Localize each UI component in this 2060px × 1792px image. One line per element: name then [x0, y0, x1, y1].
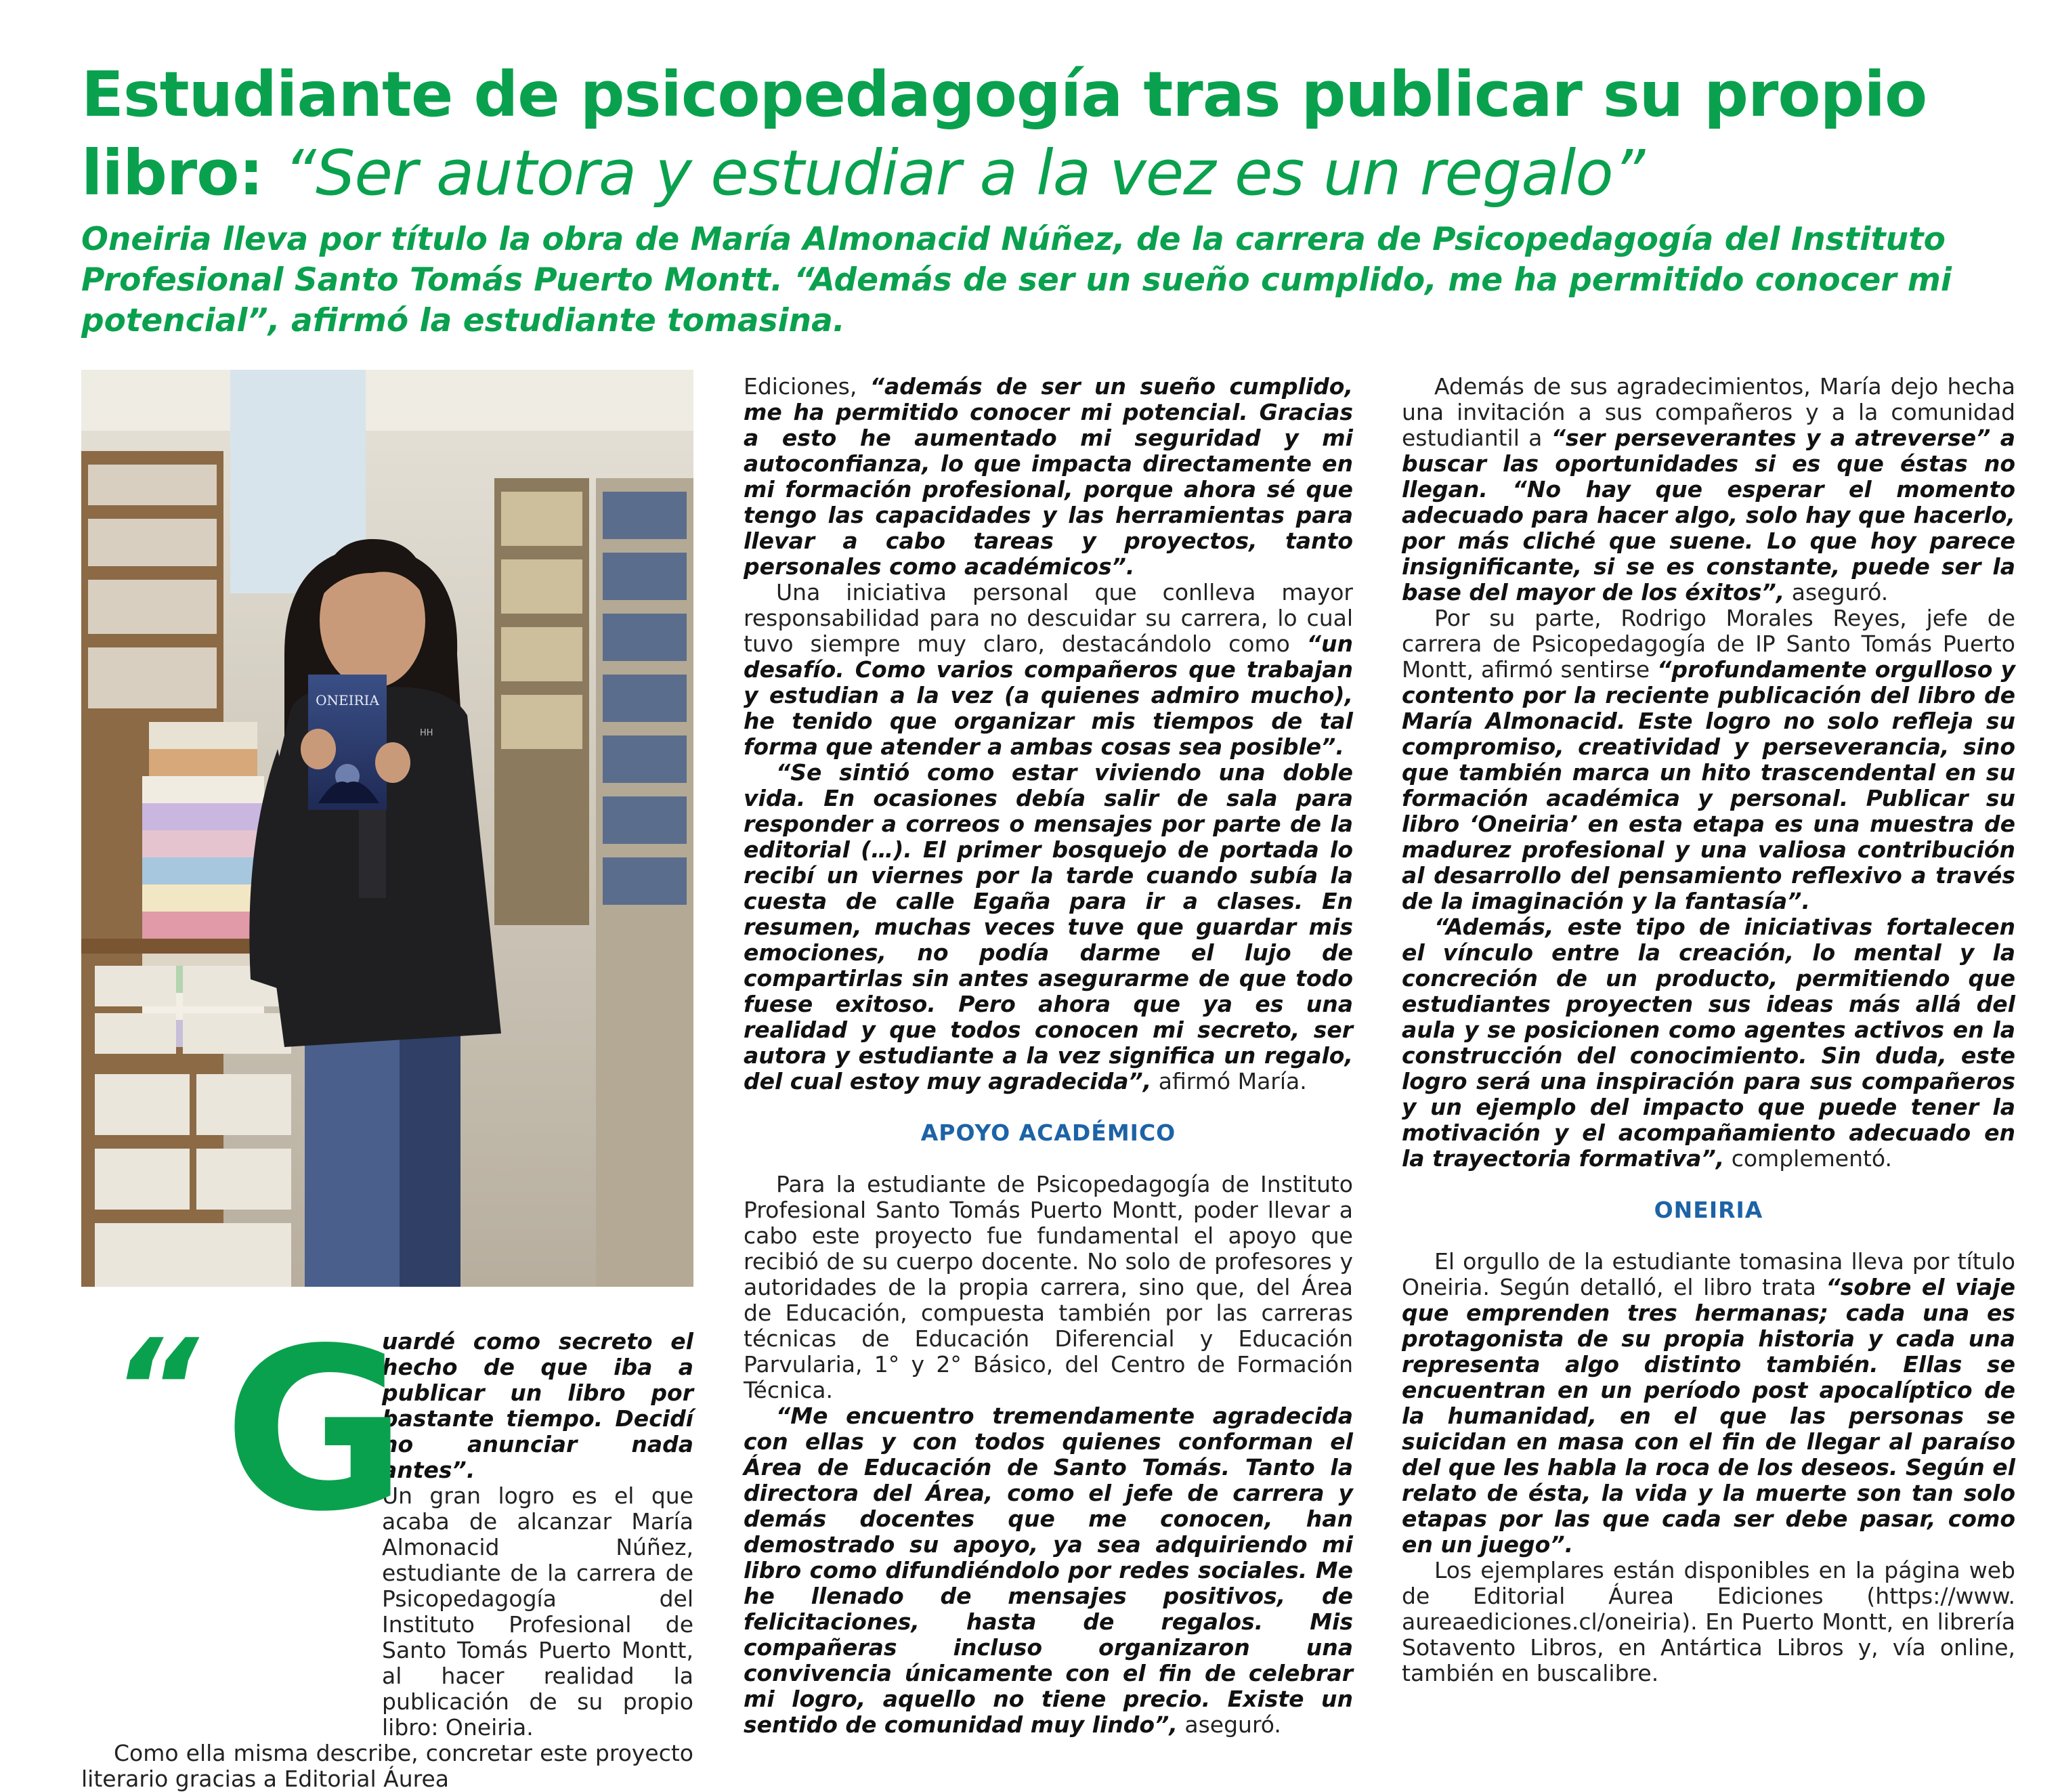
paragraph: Una iniciativa personal que conlleva mayor responsabilidad para no descuidar su carrera, lo cual tuvo siempre muy claro, destacándolo como “un desafío. Como varios compañeros que trabajan y estudian a la vez (a quienes admiro mucho), he tenido que organizar mis tiempos de tal forma que atender a ambas cosas sea posible”. [744, 579, 1353, 760]
intro-paragraph: Un gran logro es el que acaba de alcanzar María Almonacid Núñez, estudiante de la carrera de Psicopedagogía del Instituto Profesional de Santo Tomás Puerto Montt, al hacer realidad la publicación de su propio libro: Oneiria. [382, 1482, 693, 1741]
pull-quote-text: uardé como secreto el hecho de que iba a publicar un libro por bastante tiempo. Decidí no anunciar nada antes”. [382, 1328, 693, 1483]
column-middle [744, 374, 1353, 1738]
column-right [1402, 374, 2015, 1686]
paragraph: Por su parte, Rodrigo Morales Reyes, jefe de carrera de Psicopedagogía de IP Santo Tomás Puerto Montt, afirmó sentirse “profundamente orgulloso y contento por la reciente publicación del libro de María Almonacid. Este logro no solo refleja su compromiso, creatividad y perseverancia, sino que también marca un hito trascendental en su formación académica y personal. Publicar su libro ‘Oneiria’ en esta etapa es una muestra de madurez profesional y una valiosa contribución al desarrollo del pensamiento reflexivo a través de la imaginación y la fantasía”. [1402, 605, 2015, 914]
pull-quote [81, 1300, 693, 1792]
paragraph: El orgullo de la estudiante tomasina lleva por título Oneiria. Según detalló, el libro trata “sobre el viaje que emprenden tres hermanas; cada una es protagonista de su propia historia y cada una representa algo distinto también. Ellas se encuentran en un período post apocalíptico de la humanidad, en el que las personas se suicidan en masa con el fin de llegar al paraíso del que les habla la roca de los deseos. Según el relato de ésta, la vida y la muerte son tan solo etapas por las que cada ser debe pasar, como en un juego”. [1402, 1248, 2015, 1558]
section-heading: ONEIRIA [1654, 1197, 1763, 1223]
section-heading: APOYO ACADÉMICO [920, 1119, 1176, 1146]
paragraph: Los ejemplares están disponibles en la página web de Editorial Áurea Ediciones (https://www. aureaediciones.cl/oneiria). En Puerto Montt, en librería Sotavento Libros, en Antártica Libros y, vía online, también en buscalibre. [1402, 1557, 2015, 1686]
paragraph: “Además, este tipo de iniciativas fortalecen el vínculo entre la creación, lo mental y la concreción de un producto, permitiendo que estudiantes proyecten sus ideas más allá del aula y se posicionen como agentes activos en la construcción del conocimiento. Sin duda, este logro será una inspiración para sus compañeros y un ejemplo del impacto que puede tener la motivación y el acompañamiento adecuado en la trayectoria formativa”, complementó. [1402, 914, 2015, 1172]
subtitle: Oneiria lleva por título la obra de María Almonacid Núñez, de la carrera de Psicopedagogía del Instituto Profesional Santo Tomás Puerto Montt. “Además de ser un sueño cumplido, me ha permitido conocer mi potencial”, afirmó la estudiante tomasina. [81, 221, 1952, 339]
paragraph: “Me encuentro tremendamente agradecida con ellas y con todos quienes conforman el Área de Educación de Santo Tomás. Tanto la directora del Área, como el jefe de carrera y demás docentes que me conocen, han demostrado su apoyo, ya sea adquiriendo mi libro como difundiéndolo por redes sociales. Me he llenado de mensajes positivos, de felicitaciones, hasta de regalos. Mis compañeras incluso organizaron una convivencia únicamente con el fin de celebrar mi logro, aquello no tiene precio. Existe un sentido de comunidad muy lindo”, aseguró. [744, 1403, 1353, 1738]
drop-cap: G [223, 1300, 407, 1560]
headline [81, 56, 2018, 213]
book-title: ONEIRIA [316, 692, 379, 708]
open-quote-mark: “ [111, 1310, 198, 1468]
headline-main: Estudiante de psicopedagogía tras publicar su propio libro: [81, 58, 1927, 209]
paragraph: Ediciones, “además de ser un sueño cumplido, me ha permitido conocer mi potencial. Gracias a esto he aumentado mi seguridad y mi autoconfianza, lo que impacta directamente en mi formación profesional, porque ahora sé que tengo las capacidades y las herramientas para llevar a cabo tareas y proyectos, tanto personales como académicos”. [744, 373, 1354, 580]
paragraph: Además de sus agradecimientos, María dejo hecha una invitación a sus compañeros y a la comunidad estudiantil a “ser perseverantes y a atreverse” a buscar las oportunidades si es que éstas no llegan. “No hay que esperar el momento adecuado para hacer algo, solo hay que hacerlo, por más cliché que suene. Lo que hoy parece insignificante, si se es constante, puede ser la base del mayor de los éxitos”, aseguró. [1402, 373, 2015, 605]
paragraph: Para la estudiante de Psicopedagogía de Instituto Profesional Santo Tomás Puerto Montt, poder llevar a cabo este proyecto fue fundamental el apoyo que recibió de su cuerpo docente. No solo de profesores y autoridades de la propia carrera, sino que, del Área de Educación, compuesta también por las carreras técnicas de Educación Diferencial y Educación Parvularia, 1° y 2° Básico, del Centro de Formación Técnica. [744, 1171, 1353, 1403]
paragraph: “Se sintió como estar viviendo una doble vida. En ocasiones debía salir de sala para responder a correos o mensajes por parte de la editorial (…). El primer bosquejo de portada lo recibí un viernes por la tarde cuando subía la cuesta de calle Egaña para ir a clases. En resumen, muchas veces tuve que guardar mis emociones, no podía darme el lujo de compartirlas sin antes asegurarme de que todo fuese exitoso. Pero ahora que ya es una realidad y que todos conocen mi secreto, ser autora y estudiante a la vez significa un regalo, del cual estoy muy agradecida”, afirmó María. [744, 759, 1353, 1094]
headline-quote: “Ser autora y estudiar a la vez es un regalo” [284, 137, 1645, 209]
intro-paragraph-2: Como ella misma describe, concretar este proyecto literario gracias a Editorial Áurea [81, 1740, 693, 1792]
student-photo [81, 370, 693, 1287]
jacket-logo: HH [420, 728, 433, 738]
